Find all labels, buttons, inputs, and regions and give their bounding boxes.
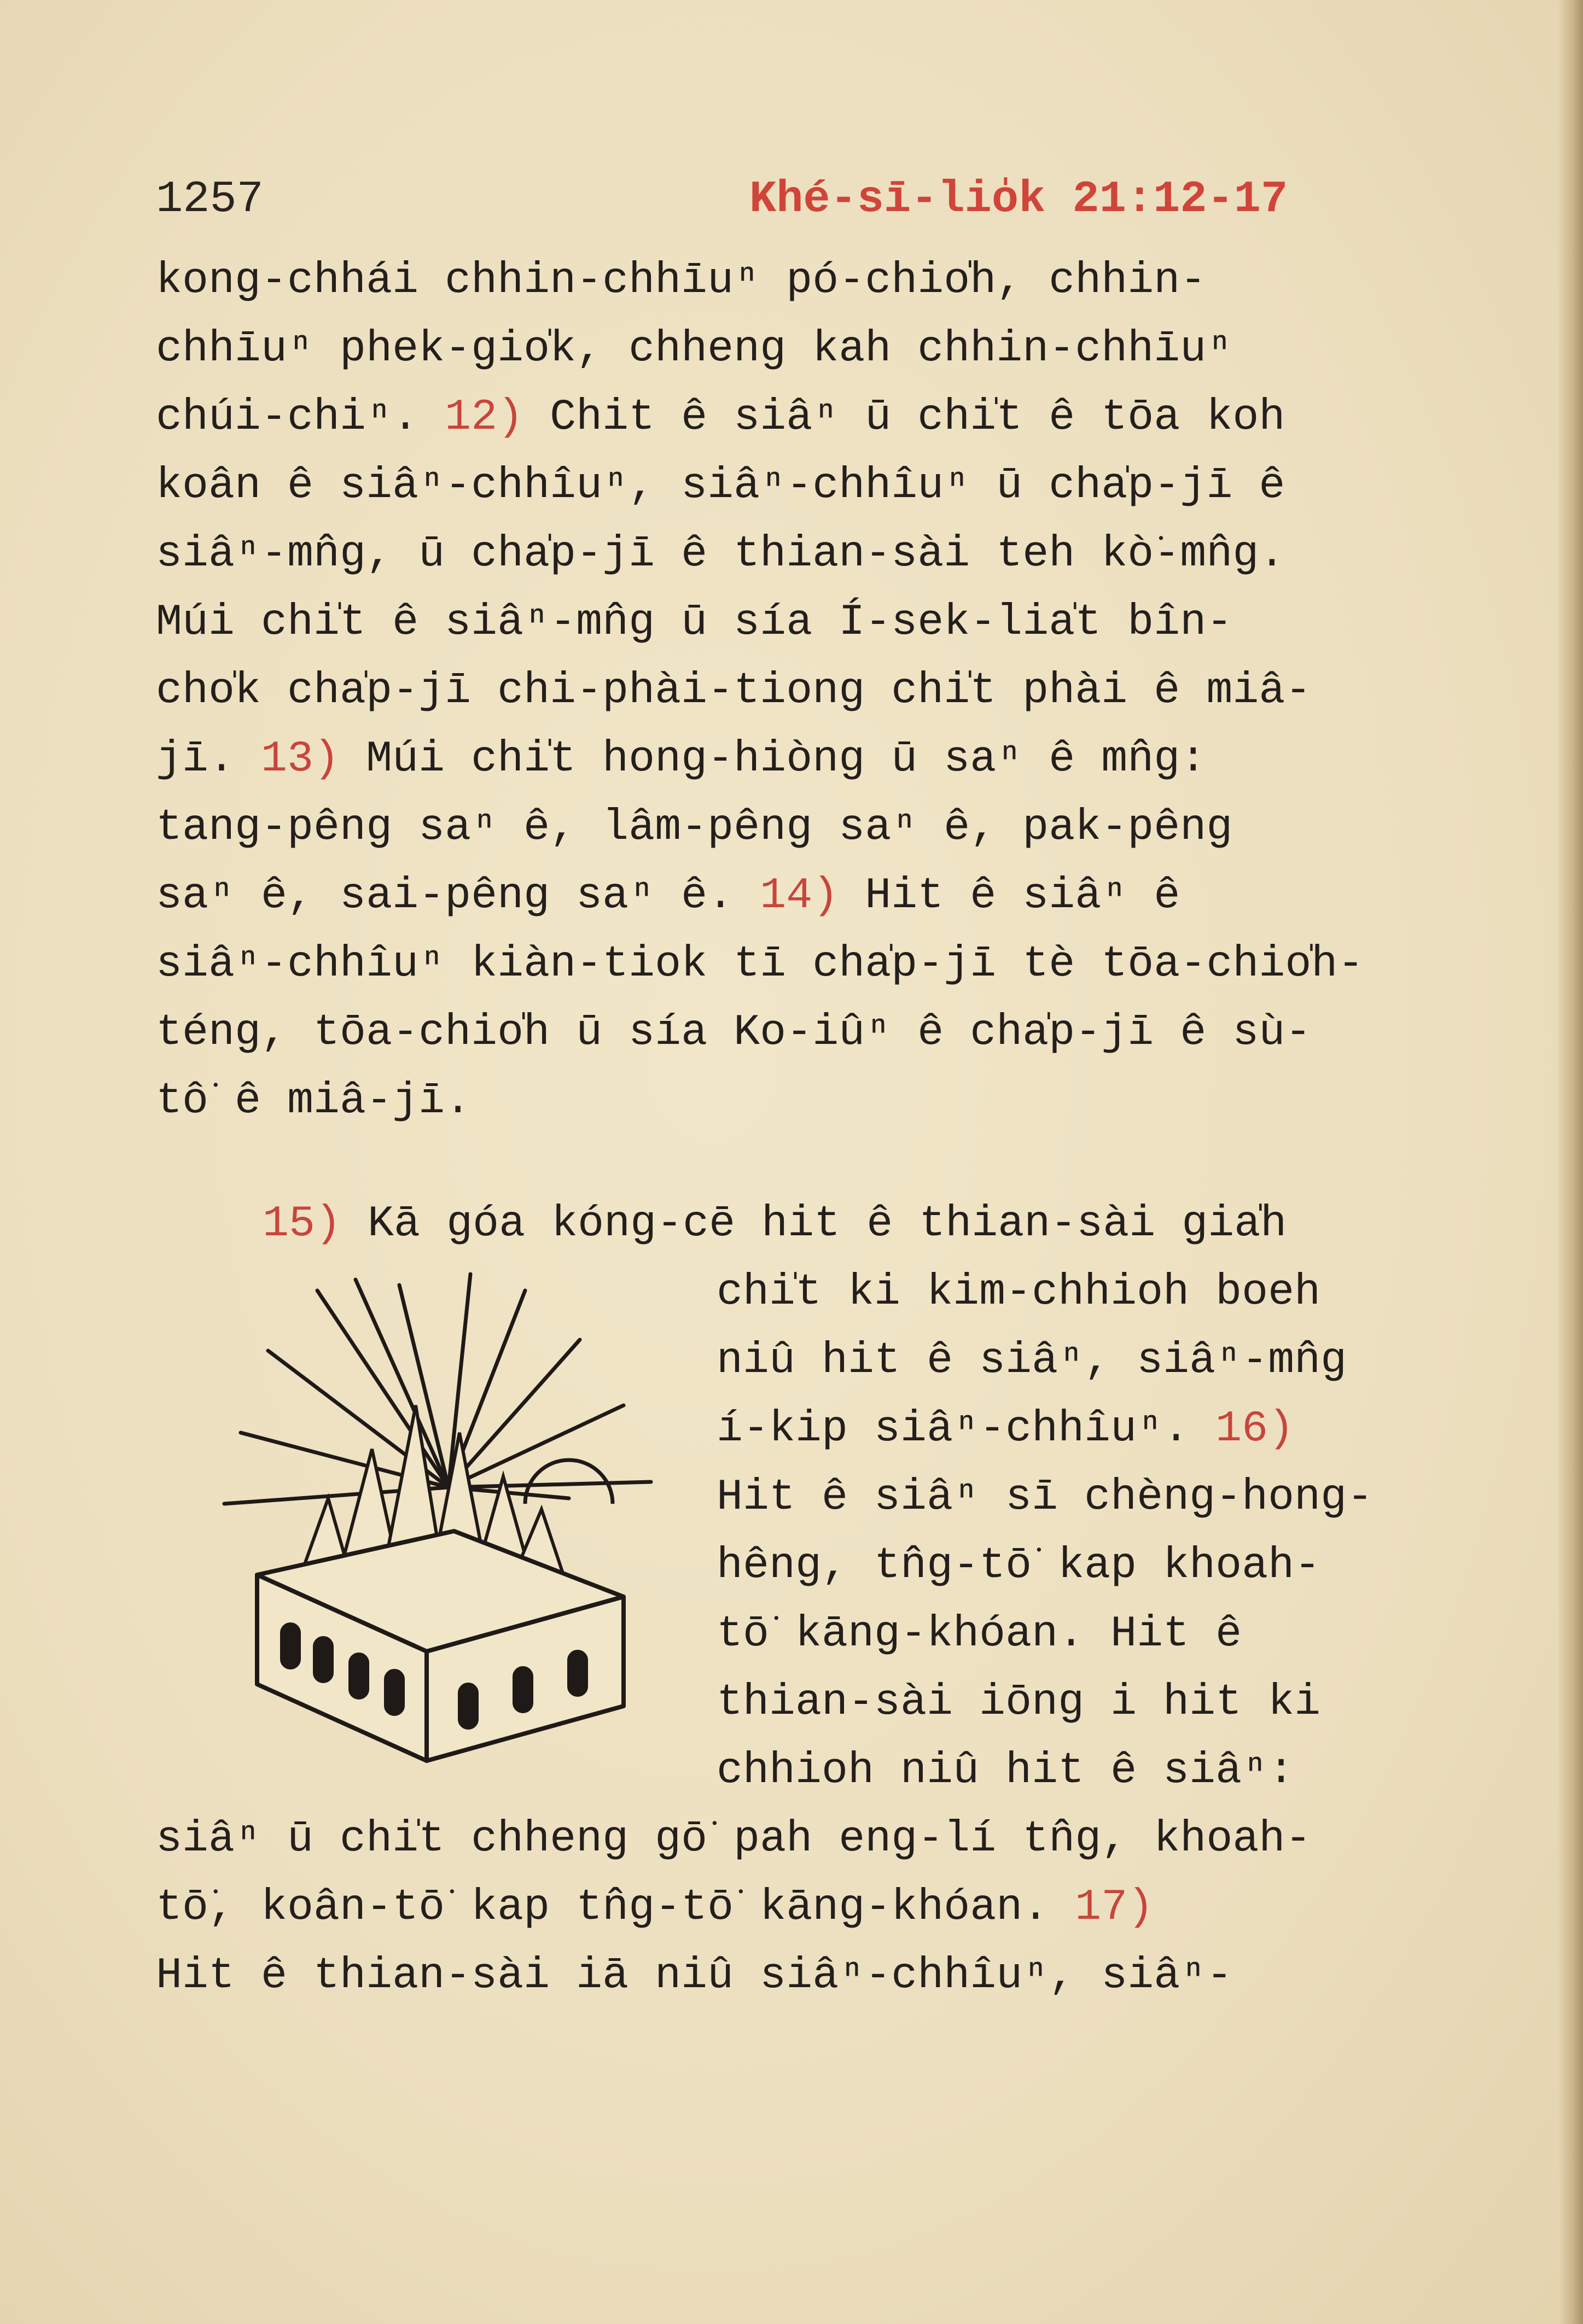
text-line: chhioh niû hit ê siâⁿ: xyxy=(717,1746,1295,1796)
text-line: saⁿ ê, sai-pêng saⁿ ê. 14) Hit ê siâⁿ ê xyxy=(156,871,1180,921)
verse-number: 17) xyxy=(1075,1883,1154,1932)
text-line: jī. 13) Múi chi̍t hong-hiòng ū saⁿ ê mn̂g: xyxy=(156,734,1207,784)
verse-number: 14) xyxy=(760,871,839,921)
text-line: chhīuⁿ phek-gio̍k, chheng kah chhin-chhīuⁿ xyxy=(156,324,1233,374)
text-line: niû hit ê siâⁿ, siâⁿ-mn̂g xyxy=(717,1336,1347,1386)
text-line: chúi-chiⁿ. 12) Chit ê siâⁿ ū chi̍t ê tōa koh xyxy=(156,393,1285,442)
text-line: tō͘ kāng-khóan. Hit ê xyxy=(717,1609,1242,1659)
page-number: 1257 xyxy=(156,174,264,225)
text-line: siâⁿ ū chi̍t chheng gō͘ pah eng-lí tn̂g, khoah- xyxy=(156,1814,1312,1864)
text-line: thian-sài iōng i hit ki xyxy=(717,1678,1321,1727)
text-line: siâⁿ-chhîuⁿ kiàn-tiok tī cha̍p-jī tè tōa-chio̍h- xyxy=(156,939,1364,989)
text-line: Hit ê thian-sài iā niû siâⁿ-chhîuⁿ, siâⁿ- xyxy=(156,1951,1233,2001)
text-line: 15) Kā góa kóng-cē hit ê thian-sài gia̍h xyxy=(263,1199,1287,1249)
verse-number: 13) xyxy=(261,734,340,784)
text-line: chi̍t ki kim-chhioh boeh xyxy=(717,1268,1321,1317)
city-illustration xyxy=(219,1269,662,1788)
verse-number: 15) xyxy=(263,1199,342,1249)
text-line: kong-chhái chhin-chhīuⁿ pó-chio̍h, chhin- xyxy=(156,256,1207,306)
text-line: tô͘ ê miâ-jī. xyxy=(156,1076,472,1126)
running-title: Khé-sī-lio̍k 21:12-17 xyxy=(749,174,1288,225)
text-line: koân ê siâⁿ-chhîuⁿ, siâⁿ-chhîuⁿ ū cha̍p-jī ê xyxy=(156,461,1285,511)
text-line: cho̍k cha̍p-jī chi-phài-tiong chi̍t phài ê miâ- xyxy=(156,666,1312,716)
text-line: tang-pêng saⁿ ê, lâm-pêng saⁿ ê, pak-pêng xyxy=(156,803,1233,852)
text-line: téng, tōa-chio̍h ū sía Ko-iûⁿ ê cha̍p-jī ê sù- xyxy=(156,1008,1312,1058)
text-line: í-kip siâⁿ-chhîuⁿ. 16) xyxy=(717,1404,1295,1454)
text-line: Múi chi̍t ê siâⁿ-mn̂g ū sía Í-sek-lia̍t bîn- xyxy=(156,598,1233,647)
text-line: Hit ê siâⁿ sī chèng-hong- xyxy=(717,1473,1374,1522)
text-line: hêng, tn̂g-tō͘ kap khoah- xyxy=(717,1541,1321,1591)
page-header xyxy=(156,174,1310,234)
text-line: siâⁿ-mn̂g, ū cha̍p-jī ê thian-sài teh kò͘-mn̂g. xyxy=(156,529,1285,579)
text-line: tō͘, koân-tō͘ kap tn̂g-tō͘ kāng-khóan. 17) xyxy=(156,1883,1154,1932)
page-edge xyxy=(1558,0,1583,2324)
verse-number: 16) xyxy=(1215,1404,1295,1454)
verse-number: 12) xyxy=(445,393,524,442)
